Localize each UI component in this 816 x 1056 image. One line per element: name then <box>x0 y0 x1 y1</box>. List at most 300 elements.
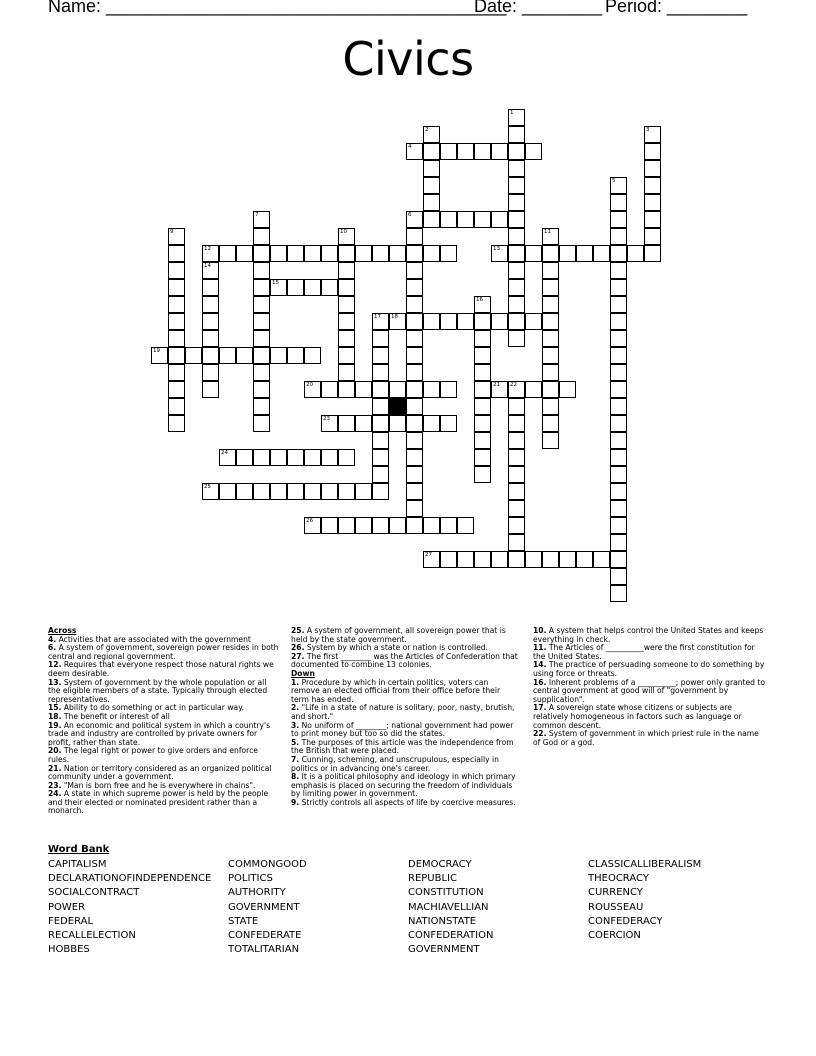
grid-cell[interactable] <box>644 194 661 211</box>
grid-cell[interactable] <box>338 330 355 347</box>
grid-cell[interactable] <box>542 330 559 347</box>
clue <box>291 627 518 644</box>
grid-cell[interactable] <box>474 381 491 398</box>
grid-cell[interactable] <box>474 211 491 228</box>
grid-cell[interactable] <box>355 245 372 262</box>
grid-cell[interactable] <box>610 483 627 500</box>
grid-cell[interactable] <box>253 415 270 432</box>
grid-cell[interactable] <box>610 296 627 313</box>
grid-cell[interactable] <box>253 245 270 262</box>
grid-cell[interactable] <box>457 143 474 160</box>
grid-cell[interactable] <box>389 517 406 534</box>
grid-cell[interactable] <box>508 517 525 534</box>
grid-cell[interactable] <box>508 398 525 415</box>
grid-cell[interactable] <box>389 415 406 432</box>
grid-cell[interactable] <box>304 245 321 262</box>
grid-cell[interactable] <box>610 415 627 432</box>
grid-cell[interactable] <box>610 228 627 245</box>
grid-cell[interactable] <box>627 245 644 262</box>
grid-cell[interactable] <box>321 483 338 500</box>
grid-cell[interactable] <box>253 330 270 347</box>
clue <box>533 661 768 678</box>
grid-cell[interactable] <box>525 143 542 160</box>
grid-cell[interactable] <box>423 415 440 432</box>
word-bank-item: CONFEDERATE <box>228 930 302 941</box>
grid-cell[interactable] <box>406 432 423 449</box>
grid-cell[interactable] <box>508 415 525 432</box>
grid-cell[interactable] <box>542 398 559 415</box>
clues-col3 <box>533 627 768 747</box>
grid-cell[interactable] <box>474 313 491 330</box>
grid-cell[interactable] <box>406 364 423 381</box>
grid-cell[interactable] <box>508 432 525 449</box>
clue-number-label: 7. <box>291 754 300 764</box>
grid-cell[interactable] <box>372 381 389 398</box>
grid-cell[interactable] <box>576 245 593 262</box>
grid-cell[interactable] <box>508 483 525 500</box>
grid-cell[interactable] <box>372 330 389 347</box>
clue <box>533 730 768 747</box>
clue-number-label: 19. <box>48 720 62 730</box>
name-field[interactable]: Name: ________________________________________ <box>48 0 507 16</box>
grid-cell[interactable] <box>338 245 355 262</box>
clue-number: 10 <box>340 229 347 235</box>
clue <box>48 747 281 764</box>
grid-cell[interactable] <box>423 160 440 177</box>
grid-cell[interactable] <box>423 313 440 330</box>
clue-number-label: 18. <box>48 711 62 721</box>
grid-cell[interactable] <box>474 330 491 347</box>
grid-cell[interactable] <box>253 313 270 330</box>
grid-cell[interactable] <box>474 364 491 381</box>
grid-cell[interactable] <box>253 381 270 398</box>
grid-cell[interactable] <box>423 381 440 398</box>
clue-number-label: 13. <box>48 677 62 687</box>
clue-number-label: 25. <box>291 626 305 635</box>
grid-cell[interactable] <box>440 245 457 262</box>
grid-cell[interactable] <box>508 500 525 517</box>
grid-cell[interactable] <box>542 381 559 398</box>
grid-cell[interactable] <box>474 347 491 364</box>
grid-cell[interactable] <box>219 245 236 262</box>
clue-text: No uniform of ________; national government had power to print money but too so did the states. <box>291 720 514 739</box>
clue-number: 19 <box>153 348 160 354</box>
grid-cell[interactable] <box>508 177 525 194</box>
grid-cell[interactable] <box>168 415 185 432</box>
word-bank-item: TOTALITARIAN <box>228 944 300 956</box>
grid-cell[interactable] <box>389 381 406 398</box>
grid-cell[interactable] <box>542 296 559 313</box>
grid-cell[interactable] <box>440 211 457 228</box>
grid-cell[interactable] <box>168 245 185 262</box>
word-bank-item: ROUSSEAU <box>588 901 644 913</box>
word-bank-item: HOBBES <box>48 944 90 956</box>
clue-number: 27 <box>425 552 432 558</box>
grid-cell[interactable] <box>508 211 525 228</box>
grid-cell[interactable] <box>406 398 423 415</box>
grid-cell[interactable] <box>440 517 457 534</box>
grid-cell[interactable] <box>508 194 525 211</box>
grid-cell[interactable] <box>542 245 559 262</box>
grid-cell[interactable] <box>610 262 627 279</box>
grid-cell[interactable] <box>525 245 542 262</box>
grid-cell[interactable] <box>338 483 355 500</box>
clue-number: 17 <box>374 314 381 320</box>
grid-cell[interactable] <box>406 466 423 483</box>
grid-cell[interactable] <box>338 313 355 330</box>
grid-cell[interactable] <box>236 449 253 466</box>
grid-cell[interactable] <box>610 432 627 449</box>
grid-cell[interactable] <box>406 347 423 364</box>
clue-text: A system that helps control the United States and keeps everything in check. <box>533 626 764 644</box>
clue-number: 20 <box>306 382 313 388</box>
grid-cell[interactable] <box>270 449 287 466</box>
word-bank-item: THEOCRACY <box>588 873 649 885</box>
grid-cell[interactable] <box>406 279 423 296</box>
grid-cell[interactable] <box>610 245 627 262</box>
grid-cell[interactable] <box>355 381 372 398</box>
grid-cell[interactable] <box>304 347 321 364</box>
grid-cell[interactable] <box>542 347 559 364</box>
grid-cell[interactable] <box>270 347 287 364</box>
clue-text: Procedure by which in certain politics, voters can remove an elected official from their office before their term has ended. <box>291 677 501 704</box>
grid-cell[interactable] <box>457 517 474 534</box>
clue-number: 11 <box>544 229 551 235</box>
word-bank-item: POWER <box>48 901 86 913</box>
clue-text: System by which a state or nation is controlled. <box>304 643 489 653</box>
across-clues-col1 <box>48 627 281 816</box>
grid-cell[interactable] <box>287 483 304 500</box>
grid-cell[interactable] <box>644 177 661 194</box>
grid-cell[interactable] <box>508 126 525 143</box>
clue <box>533 704 768 730</box>
grid-cell[interactable] <box>168 347 185 364</box>
grid-cell[interactable] <box>372 347 389 364</box>
grid-cell[interactable] <box>542 364 559 381</box>
grid-cell[interactable] <box>253 228 270 245</box>
grid-cell[interactable] <box>542 279 559 296</box>
grid-cell[interactable] <box>644 211 661 228</box>
grid-cell[interactable] <box>253 449 270 466</box>
grid-cell[interactable] <box>525 551 542 568</box>
grid-cell[interactable] <box>355 415 372 432</box>
grid-cell[interactable] <box>423 245 440 262</box>
grid-cell[interactable] <box>508 143 525 160</box>
grid-cell[interactable] <box>253 296 270 313</box>
grid-cell[interactable] <box>491 211 508 228</box>
grid-cell[interactable] <box>202 330 219 347</box>
grid-cell[interactable] <box>372 517 389 534</box>
grid-cell[interactable] <box>338 347 355 364</box>
grid-cell[interactable] <box>321 517 338 534</box>
grid-cell[interactable] <box>610 568 627 585</box>
period-field[interactable]: Period: ________ <box>605 0 748 16</box>
grid-cell[interactable] <box>202 364 219 381</box>
grid-cell[interactable] <box>542 551 559 568</box>
grid-cell[interactable] <box>406 381 423 398</box>
clue-number: 13 <box>493 246 500 252</box>
grid-cell[interactable] <box>440 313 457 330</box>
grid-cell[interactable] <box>610 398 627 415</box>
clue <box>291 722 518 739</box>
grid-cell[interactable] <box>270 483 287 500</box>
grid-cell[interactable] <box>168 330 185 347</box>
grid-cell[interactable] <box>253 347 270 364</box>
grid-cell[interactable] <box>253 398 270 415</box>
grid-cell[interactable] <box>423 177 440 194</box>
grid-cell[interactable] <box>474 415 491 432</box>
grid-cell[interactable] <box>372 449 389 466</box>
clue-number-label: 2. <box>291 703 300 713</box>
grid-cell[interactable] <box>644 245 661 262</box>
grid-cell[interactable] <box>508 313 525 330</box>
grid-cell[interactable] <box>474 551 491 568</box>
grid-cell[interactable] <box>202 279 219 296</box>
clue <box>48 722 281 748</box>
clue-number: 14 <box>204 263 211 269</box>
grid-cell[interactable] <box>559 245 576 262</box>
clue <box>291 679 518 705</box>
clue-number-label: 10. <box>533 626 547 635</box>
grid-cell[interactable] <box>610 551 627 568</box>
grid-cell[interactable] <box>406 313 423 330</box>
clue-number: 16 <box>476 297 483 303</box>
grid-cell[interactable] <box>576 551 593 568</box>
grid-cell[interactable] <box>406 517 423 534</box>
grid-cell[interactable] <box>236 347 253 364</box>
grid-cell[interactable] <box>610 466 627 483</box>
across-clue-list <box>48 636 281 816</box>
grid-cell[interactable] <box>355 483 372 500</box>
grid-cell[interactable] <box>168 262 185 279</box>
grid-cell[interactable] <box>372 466 389 483</box>
grid-cell[interactable] <box>321 381 338 398</box>
grid-cell[interactable] <box>644 143 661 160</box>
clue <box>48 661 281 678</box>
grid-cell[interactable] <box>406 330 423 347</box>
grid-cell[interactable] <box>338 296 355 313</box>
grid-cell[interactable] <box>491 313 508 330</box>
grid-cell[interactable] <box>508 330 525 347</box>
down-clue-list <box>291 679 518 808</box>
grid-cell[interactable] <box>508 551 525 568</box>
grid-cell[interactable] <box>406 228 423 245</box>
grid-cell[interactable] <box>508 449 525 466</box>
grid-cell[interactable] <box>610 347 627 364</box>
grid-cell[interactable] <box>474 432 491 449</box>
grid-cell[interactable] <box>321 449 338 466</box>
grid-cell[interactable] <box>168 398 185 415</box>
grid-cell[interactable] <box>610 517 627 534</box>
grid-cell[interactable] <box>508 296 525 313</box>
grid-cell[interactable] <box>610 279 627 296</box>
grid-cell[interactable] <box>253 279 270 296</box>
grid-cell[interactable] <box>372 432 389 449</box>
grid-cell[interactable] <box>542 313 559 330</box>
grid-cell[interactable] <box>355 517 372 534</box>
word-bank-item: NATIONSTATE <box>408 915 477 927</box>
grid-cell[interactable] <box>406 262 423 279</box>
grid-cell[interactable] <box>406 483 423 500</box>
grid-cell[interactable] <box>525 313 542 330</box>
grid-cell[interactable] <box>610 585 627 602</box>
grid-cell[interactable] <box>406 296 423 313</box>
grid-cell[interactable] <box>253 483 270 500</box>
clue <box>291 704 518 721</box>
grid-cell[interactable] <box>610 211 627 228</box>
grid-cell[interactable] <box>287 449 304 466</box>
clue-text: Ability to do something or act in particular way. <box>61 703 245 713</box>
grid-cell[interactable] <box>508 160 525 177</box>
grid-cell[interactable] <box>559 551 576 568</box>
grid-cell[interactable] <box>610 194 627 211</box>
grid-cell[interactable] <box>457 551 474 568</box>
grid-cell[interactable] <box>304 483 321 500</box>
grid-cell[interactable] <box>321 279 338 296</box>
grid-cell[interactable] <box>287 279 304 296</box>
grid-cell[interactable] <box>593 245 610 262</box>
clue-text: A sovereign state whose citizens or subjects are relatively homogeneous in factors such as language or common descent. <box>533 703 742 730</box>
clue-text: Requires that everyone respect those natural rights we deem desirable. <box>48 660 274 678</box>
grid-cell[interactable] <box>168 313 185 330</box>
clue-number-label: 3. <box>291 720 300 730</box>
grid-cell[interactable] <box>321 245 338 262</box>
clue-number: 2 <box>425 127 429 133</box>
grid-cell[interactable] <box>610 313 627 330</box>
grid-cell[interactable] <box>168 364 185 381</box>
grid-cell[interactable] <box>372 415 389 432</box>
grid-cell[interactable] <box>253 262 270 279</box>
grid-cell[interactable] <box>372 483 389 500</box>
grid-cell[interactable] <box>542 415 559 432</box>
grid-cell[interactable] <box>338 517 355 534</box>
grid-cell[interactable] <box>491 143 508 160</box>
grid-cell[interactable] <box>304 279 321 296</box>
grid-cell[interactable] <box>610 449 627 466</box>
clue <box>291 653 518 670</box>
grid-cell[interactable] <box>406 500 423 517</box>
grid-cell[interactable] <box>508 534 525 551</box>
word-bank-item: GOVERNMENT <box>408 944 480 956</box>
grid-cell[interactable] <box>338 449 355 466</box>
grid-cell[interactable] <box>423 211 440 228</box>
grid-cell[interactable] <box>508 228 525 245</box>
grid-cell[interactable] <box>202 296 219 313</box>
grid-cell[interactable] <box>610 500 627 517</box>
grid-cell[interactable] <box>440 415 457 432</box>
grid-cell[interactable] <box>440 143 457 160</box>
grid-cell[interactable] <box>406 245 423 262</box>
grid-cell[interactable] <box>338 262 355 279</box>
grid-cell[interactable] <box>372 364 389 381</box>
date-field[interactable]: Date: ________ <box>474 0 603 16</box>
grid-cell[interactable] <box>593 551 610 568</box>
grid-cell[interactable] <box>423 194 440 211</box>
grid-cell[interactable] <box>168 381 185 398</box>
clue-text: The benefit or interest of all <box>61 711 170 721</box>
grid-cell[interactable] <box>202 313 219 330</box>
across-heading: Across <box>48 626 77 635</box>
grid-cell[interactable] <box>474 398 491 415</box>
grid-cell[interactable] <box>440 381 457 398</box>
grid-cell[interactable] <box>559 381 576 398</box>
grid-cell[interactable] <box>474 466 491 483</box>
grid-cell[interactable] <box>202 347 219 364</box>
grid-cell[interactable] <box>457 211 474 228</box>
grid-cell[interactable] <box>423 517 440 534</box>
grid-cell[interactable] <box>372 245 389 262</box>
grid-cell[interactable] <box>610 534 627 551</box>
grid-cell[interactable] <box>202 381 219 398</box>
grid-cell[interactable] <box>542 432 559 449</box>
clue-text: It is a political philosophy and ideology in which primary emphasis is placed on securing the freedom of individuals by limiting power in government. <box>291 772 516 799</box>
grid-cell[interactable] <box>219 483 236 500</box>
clue <box>533 679 768 705</box>
grid-cell[interactable] <box>168 279 185 296</box>
grid-cell[interactable] <box>644 228 661 245</box>
grid-cell[interactable] <box>423 143 440 160</box>
grid-cell[interactable] <box>491 551 508 568</box>
grid-cell[interactable] <box>236 483 253 500</box>
grid-cell[interactable] <box>644 160 661 177</box>
grid-cell[interactable] <box>525 381 542 398</box>
grid-cell[interactable] <box>287 347 304 364</box>
grid-cell[interactable] <box>508 466 525 483</box>
grid-cell[interactable] <box>610 364 627 381</box>
grid-cell[interactable] <box>304 449 321 466</box>
grid-cell[interactable] <box>338 279 355 296</box>
grid-cell[interactable] <box>440 551 457 568</box>
clue <box>48 644 281 661</box>
clue-text: A system of government, sovereign power resides in both central and regional government. <box>48 643 279 661</box>
clue-number-label: 24. <box>48 789 62 799</box>
grid-cell[interactable] <box>457 313 474 330</box>
grid-cell[interactable] <box>219 347 236 364</box>
clue-number: 21 <box>493 382 500 388</box>
clue-text: System of government by the whole population or all the eligible members of a state. Typically through elected representatives. <box>48 677 268 704</box>
clue-number-label: 22. <box>533 729 547 739</box>
clue-text: A state in which supreme power is held by the people and their elected or nominated president rather than a monarch. <box>48 789 269 816</box>
grid-cell[interactable] <box>270 245 287 262</box>
clue-number-label: 15. <box>48 703 62 713</box>
grid-cell[interactable] <box>236 245 253 262</box>
grid-cell[interactable] <box>168 296 185 313</box>
clue-number-label: 11. <box>533 643 547 653</box>
grid-cell[interactable] <box>287 245 304 262</box>
grid-cell[interactable] <box>508 262 525 279</box>
grid-cell[interactable] <box>610 381 627 398</box>
grid-cell[interactable] <box>338 364 355 381</box>
grid-cell[interactable] <box>389 245 406 262</box>
grid-cell[interactable] <box>406 415 423 432</box>
grid-cell[interactable] <box>610 330 627 347</box>
grid-cell[interactable] <box>474 143 491 160</box>
grid-cell[interactable] <box>185 347 202 364</box>
grid-cell[interactable] <box>508 279 525 296</box>
grid-cell[interactable] <box>542 262 559 279</box>
clue-number-label: 5. <box>291 737 300 747</box>
grid-cell[interactable] <box>338 381 355 398</box>
clue <box>48 765 281 782</box>
clue-text: An economic and political system in which a country's trade and industry are controlled by private owners for profit, rather than state. <box>48 720 271 747</box>
grid-cell[interactable] <box>406 449 423 466</box>
grid-cell[interactable] <box>508 245 525 262</box>
clue-number: 7 <box>255 212 259 218</box>
grid-cell[interactable] <box>474 449 491 466</box>
grid-cell[interactable] <box>338 415 355 432</box>
grid-cell[interactable] <box>253 364 270 381</box>
grid-cell[interactable] <box>372 398 389 415</box>
